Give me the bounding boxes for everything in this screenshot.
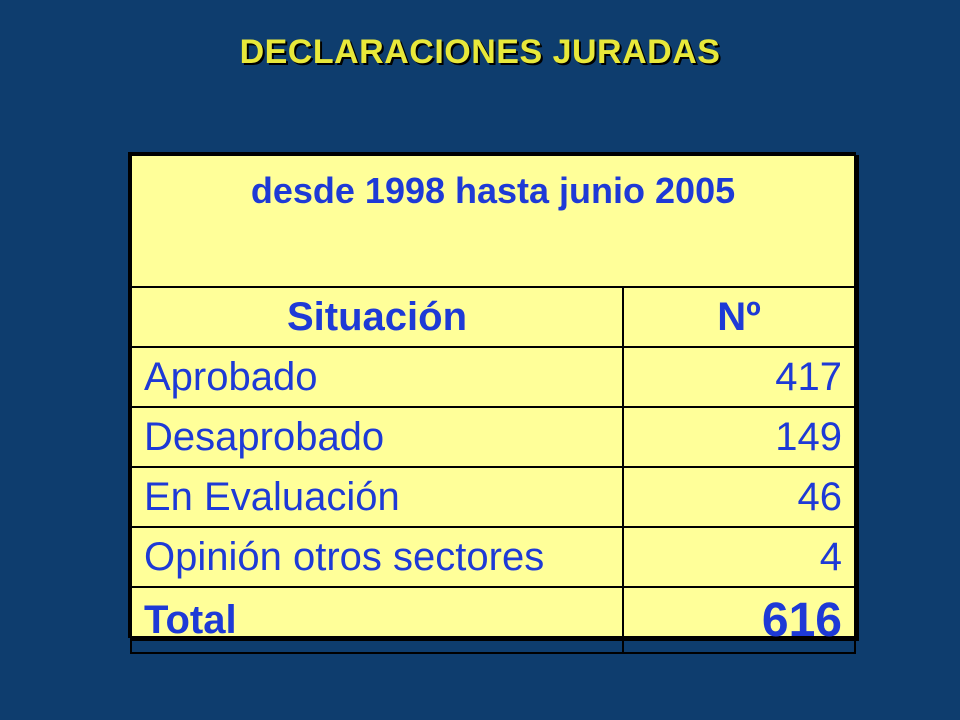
row-value: 46	[623, 467, 855, 527]
header-numero: Nº	[623, 287, 855, 347]
row-label: Opinión otros sectores	[131, 527, 623, 587]
row-label: Desaprobado	[131, 407, 623, 467]
table-caption: desde 1998 hasta junio 2005	[131, 155, 855, 287]
table-header-row	[131, 287, 855, 347]
total-value: 616	[623, 587, 855, 653]
row-value: 4	[623, 527, 855, 587]
slide-title: DECLARACIONES JURADAS	[239, 33, 721, 71]
header-situacion: Situación	[131, 287, 623, 347]
row-value: 417	[623, 347, 855, 407]
data-table-container	[128, 152, 856, 647]
row-label: En Evaluación	[131, 467, 623, 527]
table-total-row	[131, 587, 855, 653]
row-label: Aprobado	[131, 347, 623, 407]
table-row	[131, 347, 855, 407]
total-label: Total	[131, 587, 623, 653]
table-row	[131, 407, 855, 467]
table-row	[131, 527, 855, 587]
table-row	[131, 467, 855, 527]
data-table	[130, 154, 856, 654]
row-value: 149	[623, 407, 855, 467]
table-caption-row	[131, 155, 855, 287]
